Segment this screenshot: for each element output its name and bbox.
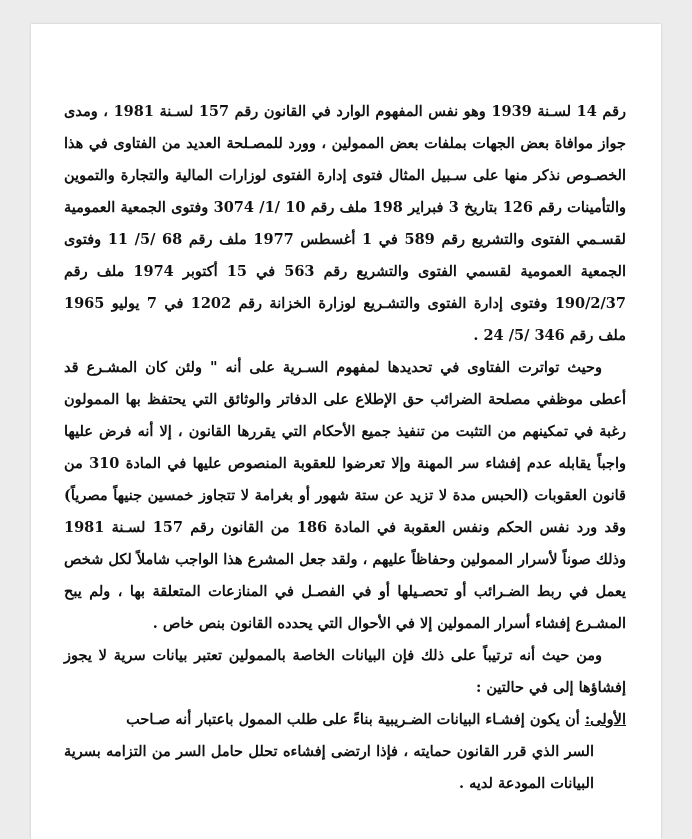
paragraph-confidentiality-concept: وحيث تواترت الفتاوى في تحديدها لمفهوم السـرية على أنه " ولئن كان المشـرع قد أعطى موظفي مصلحة الضرائب حق الإطلاع على الدفاتر والوثائق التي يحتفظ بها الممولون رغبة في تمكينهم من التثبت من تنفيذ جميع الأحكام التي يقررها القانون ، إلا أنه فرض عليها واجباً يقابله عدم إفشاء سر المهنة وإلا تعرضوا للعقوبة المنصوص عليها في المادة 310 من قانون العقوبات (الحبس مدة لا تزيد عن ستة شهور أو بغرامة لا تتجاوز خمسين جنيهاً مصرياً) وقد ورد نفس الحكم ونفس العقوبة في المادة 186 من القانون رقم 157 لسـنة 1981 وذلك صوناً لأسرار الممولين وحفاظاً عليهم ، ولقد جعل المشرع هذا الواجب شاملاً لكل شخص يعمل في ربط الضـرائب أو تحصـيلها أو في الفصـل في المنازعات المتعلقة بها ، ولم يبح المشـرع إفشاء أسرار الممولين إلا في الأحوال التي يحدده القانون بنص خاص . [64, 359, 626, 632]
document-body [64, 96, 626, 800]
paragraph-fatwa-references: رقم 14 لسـنة 1939 وهو نفس المفهوم الوارد في القانون رقم 157 لسـنة 1981 ، ومدى جواز موافاة بعض الجهات بملفات بعض الممولين ، وورد للمصـلحة العديد من الفتاوى في هذا الخصـوص نذكر منها على سـبيل المثال فتوى إدارة الفتوى لوزارات المالية والتجارة والتموين والتأمينات رقم 126 بتاريخ 3 فبراير 198 ملف رقم 10 /1/ 3074 وفتوى الجمعية العمومية لقسـمي الفتوى والتشريع رقم 589 في 1 أغسطس 1977 ملف رقم 68 /5/ 11 وفتوى الجمعية العمومية لقسمي الفتوى والتشريع رقم 563 في 15 أكتوبر 1974 ملف رقم 190/2/37 وفتوى إدارة الفتوى والتشـريع لوزارة الخزانة رقم 1202 في 7 يوليو 1965 ملف رقم 346 /5/ 24 . [64, 103, 627, 344]
first-case-first-line [64, 704, 626, 736]
document-page [31, 24, 661, 839]
first-case-line1: أن يكون إفشـاء البيانات الضـريبية بناءً على طلب الممول باعتبار أنه صـاحب [126, 711, 585, 728]
paragraph-disclosure-cases-intro: ومن حيث أنه ترتيباً على ذلك فإن البيانات الخاصة بالممولين تعتبر بيانات سرية لا يجوز إفشاؤها إلى في حالتين : [64, 647, 626, 696]
first-case-label: الأولى: [584, 711, 626, 728]
first-case-continuation: السر الذي قرر القانون حمايته ، فإذا ارتضى إفشاءه تحلل حامل السر من التزامه بسرية البيانات المودعة لديه . [64, 743, 594, 792]
first-case-item [64, 704, 626, 800]
